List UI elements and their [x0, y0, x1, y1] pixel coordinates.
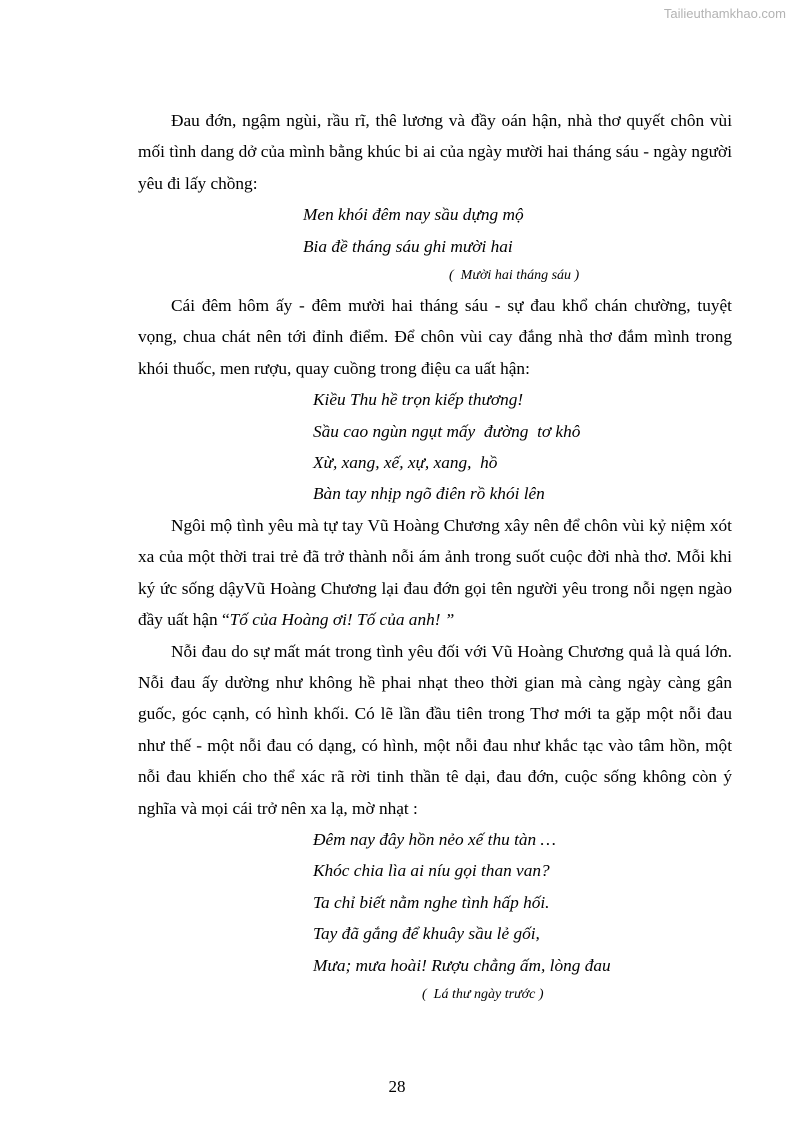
paragraph-4: Nỗi đau do sự mất mát trong tình yêu đối với Vũ Hoàng Chương quả là quá lớn. Nỗi đau ấy dường như không hề phai nhạt theo thời gian mà càng ngày càng gân guốc, góc cạnh, có hình khối. Có lẽ lần đầu tiên trong Thơ mới ta gặp một nỗi đau như thế - một nỗi đau có dạng, có hình, một nỗi đau như khắc tạc vào tâm hồn, một nỗi đau khiến cho thể xác rã rời tinh thần tê dại, đau đớn, cuộc sống không còn ý nghĩa và mọi cái trở nên xa lạ, mờ nhạt : [138, 641, 732, 818]
poem-line: Xừ, xang, xế, xự, xang, hồ [313, 453, 498, 473]
quoted-phrase: Tố của Hoàng ơi! Tố của anh! ” [229, 610, 455, 630]
page-content [138, 105, 732, 1009]
poem-line: Đêm nay đây hồn nẻo xế thu tàn … [313, 829, 556, 849]
poem-source: ( Mười hai tháng sáu ) [449, 268, 580, 284]
poem-2 [138, 384, 732, 510]
poem-line: Mưa; mưa hoài! Rượu chẳng ấm, lòng đau [313, 955, 611, 975]
poem-line: Kiều Thu hề trọn kiếp thương! [313, 390, 524, 410]
poem-line: Men khói đêm nay sầu dựng mộ [303, 205, 524, 225]
poem-1 [138, 199, 732, 262]
paragraph-3-text: Ngôi mộ tình yêu mà tự tay Vũ Hoàng Chương xây nên để chôn vùi kỷ niệm xót xa của một thời trai trẻ đã trở thành nỗi ám ảnh trong suốt cuộc đời nhà thơ. Mỗi khi ký ức sống dậyVũ Hoàng Chương lại đau đớn gọi tên người yêu trong nỗi ngẹn ngào đầy uất hận “ [138, 515, 732, 630]
paragraph-2: Cái đêm hôm ấy - đêm mười hai tháng sáu - sự đau khổ chán chường, tuyệt vọng, chua chát nên tới đỉnh điểm. Để chôn vùi cay đắng nhà thơ đắm mình trong khói thuốc, men rượu, quay cuồng trong điệu ca uất hận: [138, 296, 732, 378]
poem-line: Sầu cao ngùn ngụt mấy đường tơ khô [313, 421, 581, 441]
watermark: Tailieuthamkhao.com [663, 6, 786, 21]
poem-line: Tay đã gắng để khuây sầu lẻ gối, [313, 924, 540, 944]
paragraph-1: Đau đớn, ngậm ngùi, rầu rĩ, thê lương và đầy oán hận, nhà thơ quyết chôn vùi mối tình dang dở của mình bằng khúc bi ai của ngày mười hai tháng sáu - ngày người yêu đi lấy chồng: [138, 111, 732, 193]
poem-line: Ta chỉ biết nằm nghe tình hấp hối. [313, 892, 550, 912]
page-number: 28 [388, 1077, 406, 1096]
poem-line: Bàn tay nhịp ngõ điên rồ khói lên [313, 484, 545, 504]
poem-3 [138, 824, 732, 981]
paragraph-3 [138, 510, 732, 636]
poem-line: Khóc chia lìa ai níu gọi than van? [313, 861, 550, 881]
poem-source: ( Lá thư ngày trước ) [422, 986, 544, 1002]
poem-line: Bia đề tháng sáu ghi mười hai [303, 236, 513, 256]
